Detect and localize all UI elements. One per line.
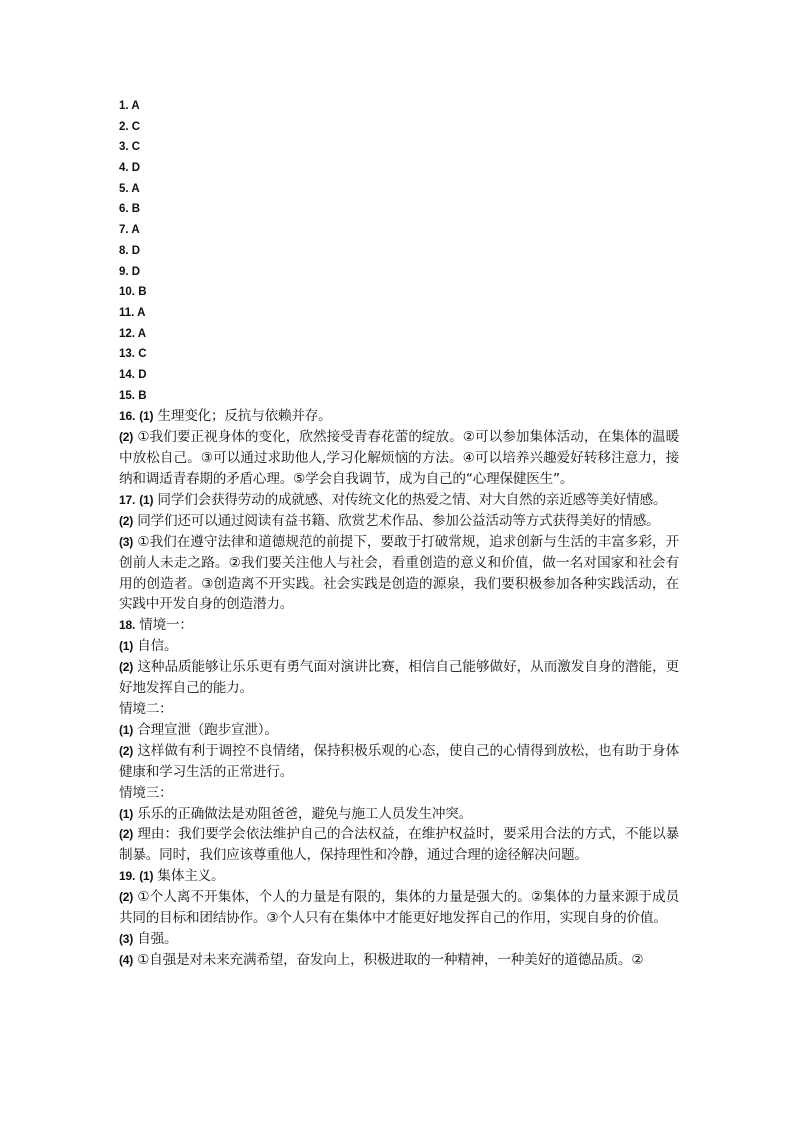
question-19 xyxy=(119,866,679,971)
answer-item: 7. A xyxy=(119,224,140,237)
answer-item: 4. D xyxy=(119,162,141,175)
answer-item: 15. B xyxy=(119,389,147,402)
question-17 xyxy=(119,490,679,615)
answer-item: 12. A xyxy=(119,327,147,340)
answer-item: 1. A xyxy=(119,100,140,112)
answer-item: 14. D xyxy=(119,368,147,381)
answer-item: 8. D xyxy=(119,244,141,257)
answer-item: 6. B xyxy=(119,203,141,216)
answer-item: 2. C xyxy=(119,120,141,133)
paragraph: (1) 乐乐的正确做法是劝阻爸爸，避免与施工人员发生冲突。 xyxy=(119,805,473,822)
paragraph: 18. 情境一： xyxy=(119,617,193,634)
paragraph: (3) ①我们在遵守法律和道德规范的前提下，要敢于打破常规，追求创新与生活的丰富多彩，开创前人未走之路。②我们要关注他人与社会，看重创造的意义和价值，做一名对国家和社会有用的创造者。③创造离不开实践。社会实践是创造的源泉，我们要积极参加各种实践活动，在实践中开发自身的创造潜力。 xyxy=(119,533,679,613)
answer-key-page xyxy=(119,96,679,971)
paragraph: (2) 这种品质能够让乐乐更有勇气面对演讲比赛，相信自己能够做好，从而激发自身的潜能，更好地发挥自己的能力。 xyxy=(119,659,680,697)
paragraph: (2) ①个人离不开集体，个人的力量是有限的，集体的力量是强大的。②集体的力量来源于成员共同的目标和团结协作。③个人只有在集体中才能更好地发挥自己的作用，实现自身的价值。 xyxy=(119,889,679,927)
paragraph: 16. (1) 生理变化；反抗与依赖并存。 xyxy=(119,408,332,425)
answer-item: 5. A xyxy=(119,182,140,195)
answer-item: 10. B xyxy=(119,286,147,299)
question-18 xyxy=(119,615,679,866)
paragraph: (2) 理由：我们要学会依法维护自己的合法权益，在维护权益时，要采用合法的方式，不能以暴制暴。同时，我们应该尊重他人，保持理性和冷静，通过合理的途径解决问题。 xyxy=(119,826,680,864)
paragraph: 19. (1) 集体主义。 xyxy=(119,868,225,885)
answer-item: 9. D xyxy=(119,265,141,278)
paragraph: 17. (1) 同学们会获得劳动的成就感、对传统文化的热爱之情、对大自然的亲近感等美好情感。 xyxy=(119,491,667,508)
paragraph: (2) 同学们还可以通过阅读有益书籍、欣赏艺术作品、参加公益活动等方式获得美好的情感。 xyxy=(119,512,660,529)
answer-item: 13. C xyxy=(119,348,147,361)
paragraph: (4) ①自强是对未来充满希望，奋发向上，积极进取的一种精神，一种美好的道德品质。② xyxy=(119,951,644,968)
scenario-title: 情境二： xyxy=(119,701,173,717)
scenario-title: 情境三： xyxy=(119,784,173,801)
paragraph: (1) 合理宣泄（跑步宣泄）。 xyxy=(119,721,278,738)
question-16 xyxy=(119,406,679,490)
paragraph: (2) ①我们要正视身体的变化，欣然接受青春花蕾的绽放。②可以参加集体活动，在集体的温暖中放松自己。③可以通过求助他人,学习化解烦恼的方法。④可以培养兴趣爱好转移注意力，接纳和调适青春期的矛盾心理。⑤学会自我调节，成为自己的“心理保健医生”。 xyxy=(119,429,679,488)
multiple-choice-answers xyxy=(119,96,679,406)
paragraph: (2) 这样做有利于调控不良情绪，保持积极乐观的心态，使自己的心情得到放松，也有助于身体健康和学习生活的正常进行。 xyxy=(119,742,680,780)
answer-item: 11. A xyxy=(119,306,146,319)
paragraph: (3) 自强。 xyxy=(119,930,178,947)
paragraph: (1) 自信。 xyxy=(119,638,178,655)
answer-item: 3. C xyxy=(119,141,141,154)
